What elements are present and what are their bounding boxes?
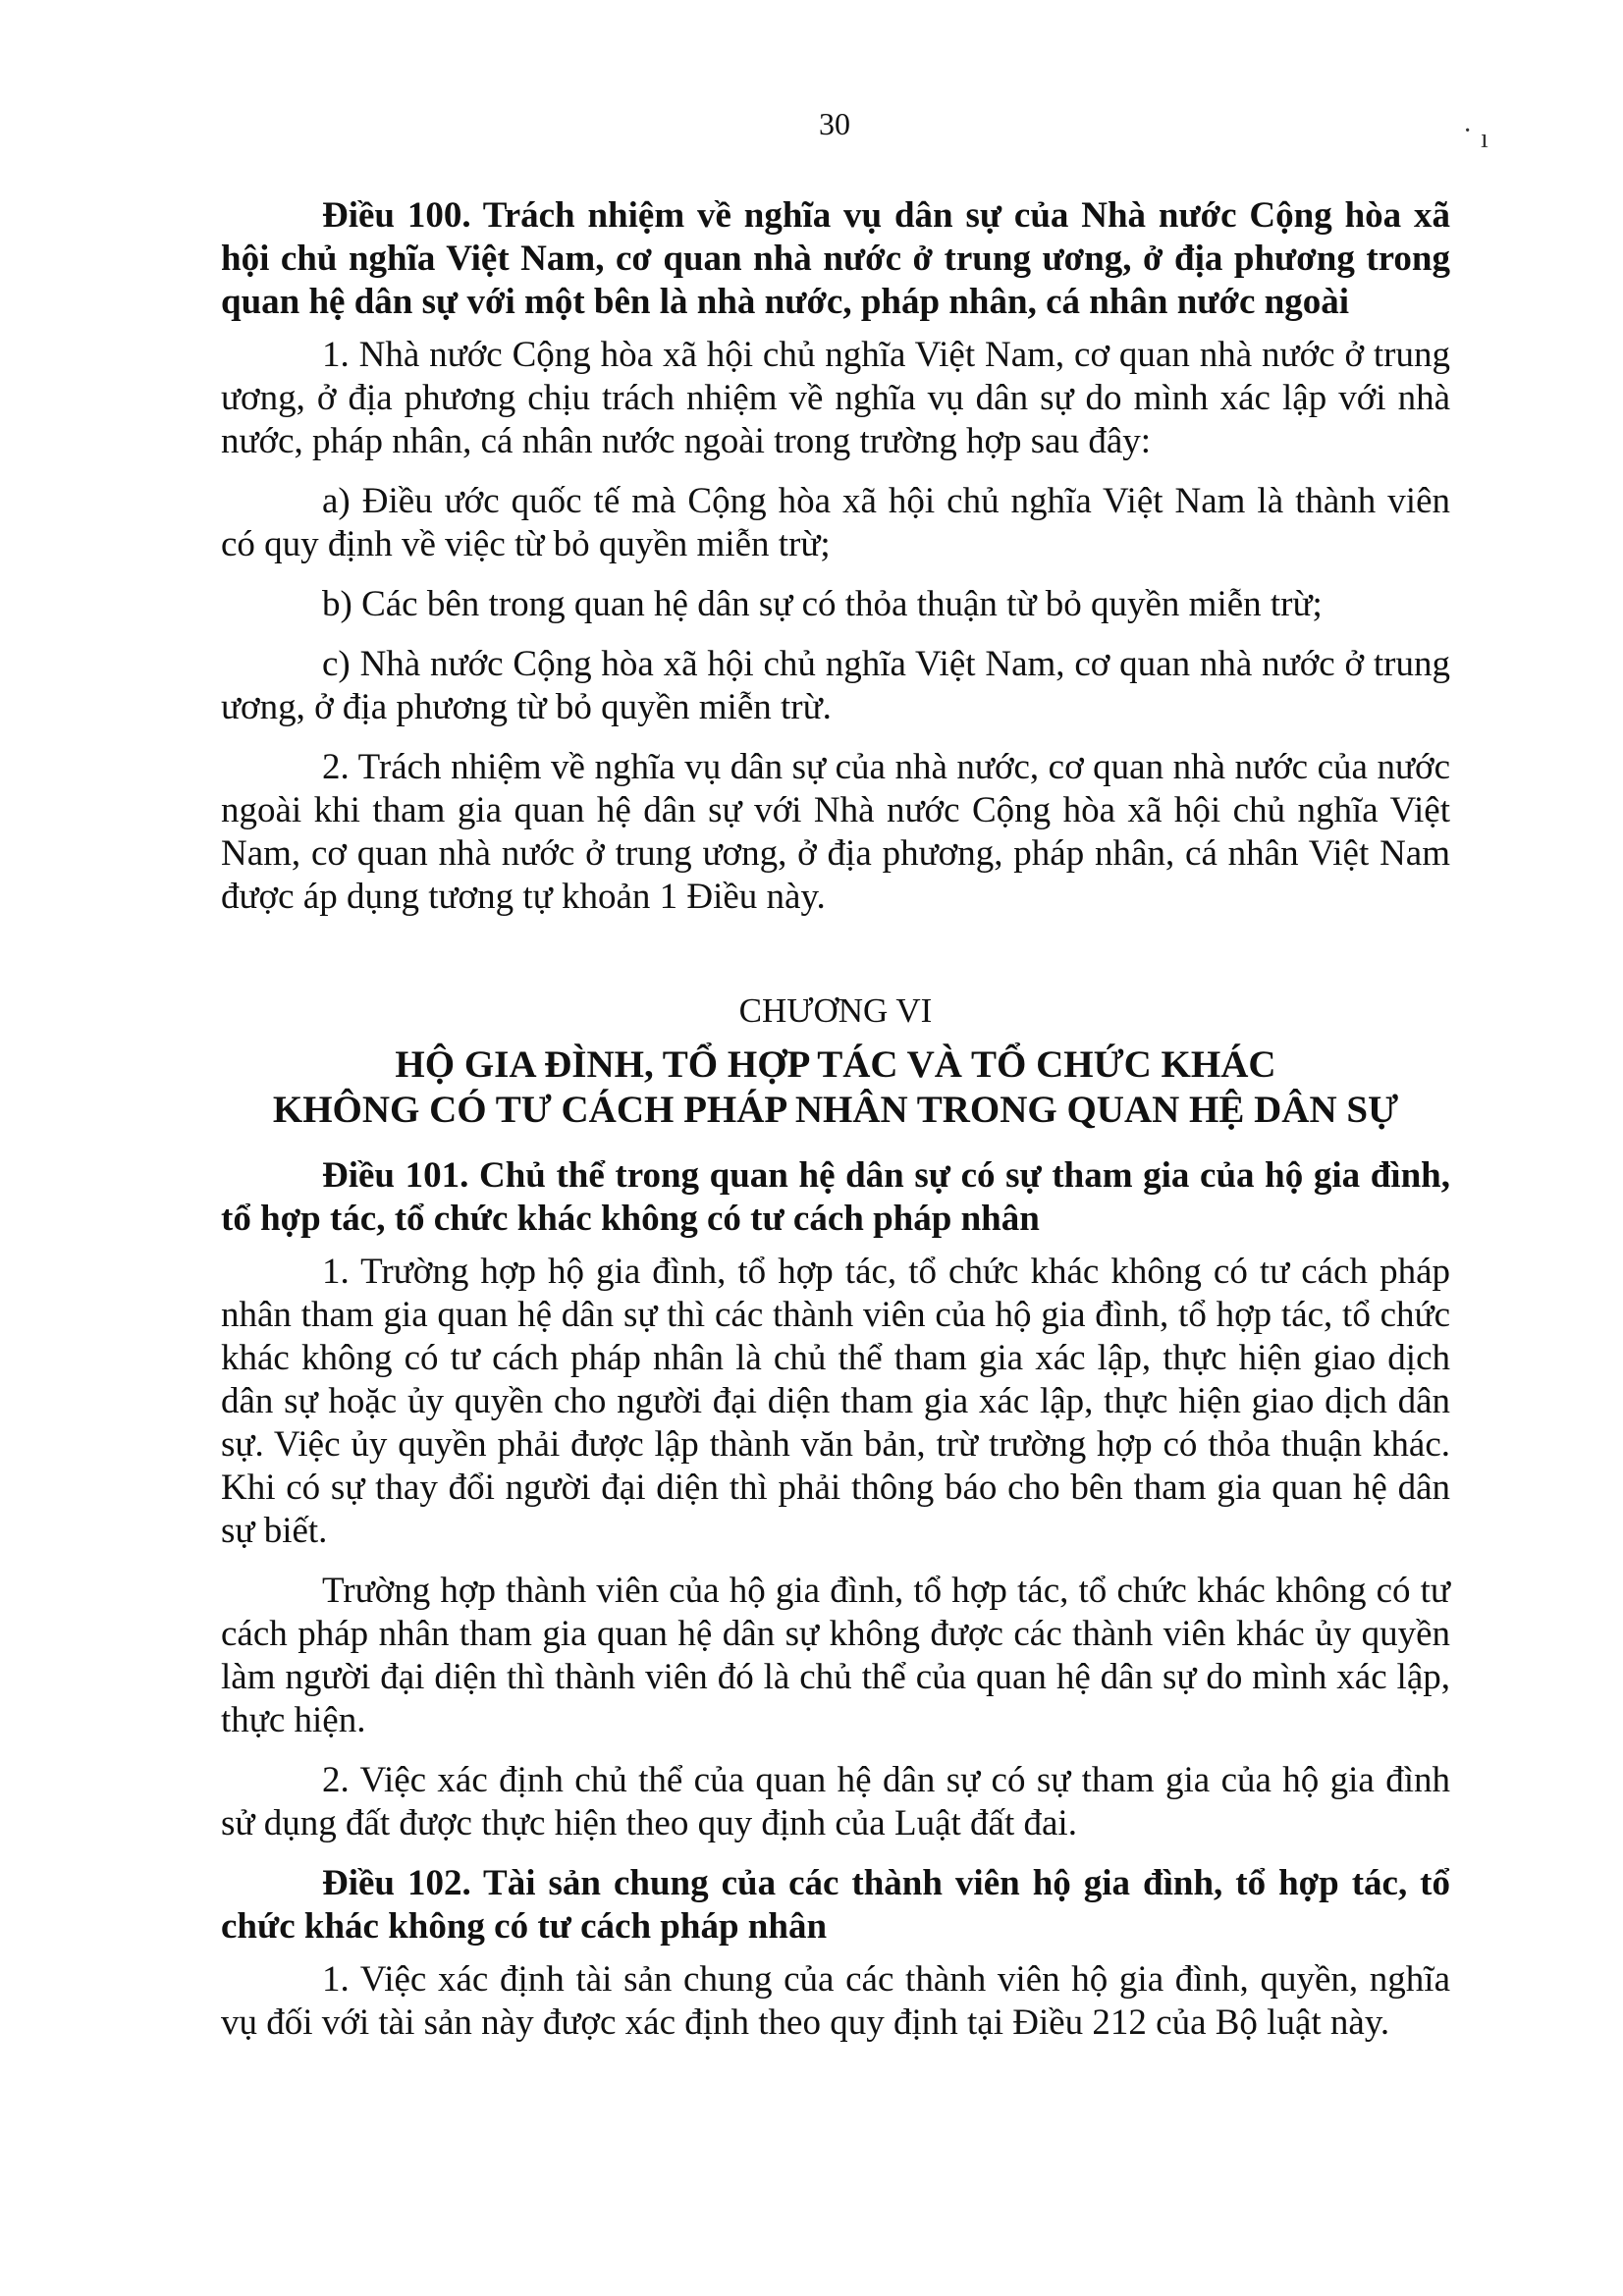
article-100 — [221, 194, 1450, 919]
chapter-title-line-1: HỘ GIA ĐÌNH, TỔ HỢP TÁC VÀ TỔ CHỨC KHÁC — [395, 1043, 1276, 1086]
article-100-clause-1: 1. Nhà nước Cộng hòa xã hội chủ nghĩa Việt Nam, cơ quan nhà nước ở trung ương, ở địa phương chịu trách nhiệm về nghĩa vụ dân sự do mình xác lập với nhà nước, pháp nhân, cá nhân nước ngoài trong trường hợp sau đây: — [221, 335, 1450, 461]
article-102-clause-1: 1. Việc xác định tài sản chung của các thành viên hộ gia đình, quyền, nghĩa vụ đối với tài sản này được xác định theo quy định tại Điều 212 của Bộ luật này. — [221, 1959, 1450, 2043]
article-100-point-c: c) Nhà nước Cộng hòa xã hội chủ nghĩa Việt Nam, cơ quan nhà nước ở trung ương, ở địa phương từ bỏ quyền miễn trừ. — [221, 644, 1450, 727]
scan-speck-mark: · — [1463, 116, 1473, 146]
article-101-title: Điều 101. Chủ thể trong quan hệ dân sự có sự tham gia của hộ gia đình, tổ hợp tác, tổ chức khác không có tư cách pháp nhân — [221, 1155, 1450, 1239]
article-102 — [221, 1862, 1450, 2045]
article-100-point-b: b) Các bên trong quan hệ dân sự có thỏa thuận từ bỏ quyền miễn trừ; — [322, 584, 1323, 624]
article-102-title: Điều 102. Tài sản chung của các thành viên hộ gia đình, tổ hợp tác, tổ chức khác không có tư cách pháp nhân — [221, 1863, 1450, 1947]
article-100-point-a: a) Điều ước quốc tế mà Cộng hòa xã hội chủ nghĩa Việt Nam là thành viên có quy định về việc từ bỏ quyền miễn trừ; — [221, 481, 1450, 564]
article-100-clause-2: 2. Trách nhiệm về nghĩa vụ dân sự của nhà nước, cơ quan nhà nước của nước ngoài khi tham gia quan hệ dân sự với Nhà nước Cộng hòa xã hội chủ nghĩa Việt Nam, cơ quan nhà nước ở trung ương, ở địa phương, pháp nhân, cá nhân Việt Nam được áp dụng tương tự khoản 1 Điều này. — [221, 747, 1450, 917]
article-101-clause-1-para-2: Trường hợp thành viên của hộ gia đình, tổ hợp tác, tổ chức khác không có tư cách pháp nhân tham gia quan hệ dân sự không được các thành viên khác ủy quyền làm người đại diện thì thành viên đó là chủ thể của quan hệ dân sự do mình xác lập, thực hiện. — [221, 1571, 1450, 1740]
article-101-clause-2: 2. Việc xác định chủ thể của quan hệ dân sự có sự tham gia của hộ gia đình sử dụng đất được thực hiện theo quy định của Luật đất đai. — [221, 1760, 1450, 1843]
page-number: 30 — [819, 106, 850, 141]
article-100-title: Điều 100. Trách nhiệm về nghĩa vụ dân sự của Nhà nước Cộng hòa xã hội chủ nghĩa Việt Nam, cơ quan nhà nước ở trung ương, ở địa phương trong quan hệ dân sự với một bên là nhà nước, pháp nhân, cá nhân nước ngoài — [221, 195, 1450, 322]
article-101 — [221, 1154, 1450, 1845]
scan-tick-mark: ı — [1481, 124, 1488, 154]
article-101-clause-1: 1. Trường hợp hộ gia đình, tổ hợp tác, tổ chức khác không có tư cách pháp nhân tham gia quan hệ dân sự thì các thành viên của hộ gia đình, tổ hợp tác, tổ chức khác không có tư cách pháp nhân là chủ thể tham gia xác lập, thực hiện giao dịch dân sự hoặc ủy quyền cho người đại diện tham gia xác lập, thực hiện giao dịch dân sự. Việc ủy quyền phải được lập thành văn bản, trừ trường hợp có thỏa thuận khác. Khi có sự thay đổi người đại diện thì phải thông báo cho bên tham gia quan hệ dân sự biết. — [221, 1252, 1450, 1551]
document-body — [221, 194, 1450, 2061]
chapter-title-line-2: KHÔNG CÓ TƯ CÁCH PHÁP NHÂN TRONG QUAN HỆ DÂN SỰ — [272, 1089, 1399, 1131]
chapter-label: CHƯƠNG VI — [738, 991, 933, 1030]
chapter-title — [221, 1042, 1450, 1133]
